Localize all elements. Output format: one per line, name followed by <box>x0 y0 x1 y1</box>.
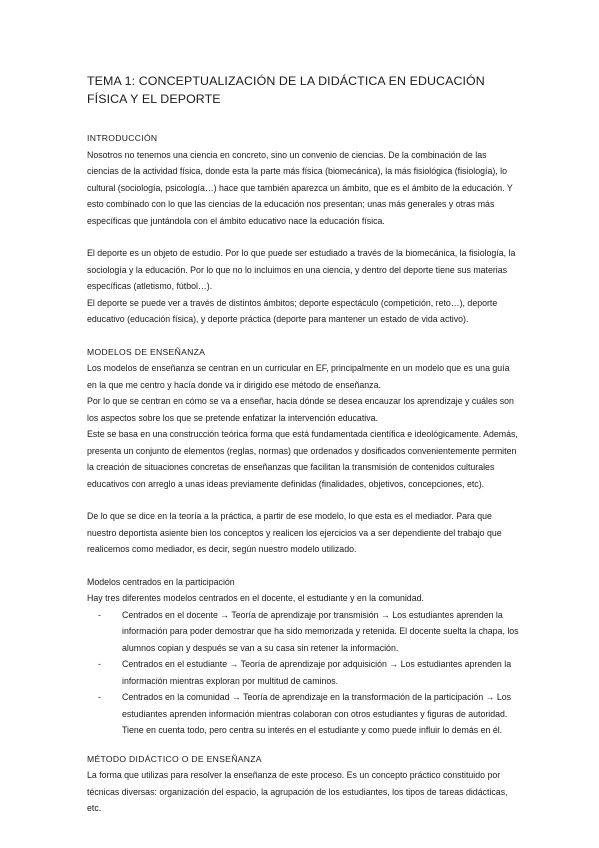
intro-paragraph-3: El deporte se puede ver a través de distintos ámbitos; deporte espectáculo (competición, reto…), deporte educativo (educación física), y deporte práctica (deporte para mantener un estado de vida activo). <box>87 297 498 324</box>
models-paragraph-1: Los modelos de enseñanza se centran en un curricular en EF, principalmente en un modelo que es una guía en la que me centro y hacía donde va ir dirigido ese método de enseñanza. <box>87 363 510 390</box>
participation-intro: Hay tres diferentes modelos centrados en el docente, el estudiante y en la comunidad. <box>87 593 424 603</box>
subsection-heading-participation: Modelos centrados en la participación <box>87 576 235 587</box>
section-heading-method: MÉTODO DIDÁCTICO O DE ENSEÑANZA <box>87 753 262 764</box>
list-item-teacher-centered: - Centrados en el docente → Teoría de aprendizaje por transmisión → Los estudiantes aprenden la información para poder demostrar que ha sido memorizada y retenida. El docente suelta la chapa, los alumnos copian y después se van a su casa sin retener la información. <box>122 607 519 657</box>
method-paragraph: La forma que utilizas para resolver la enseñanza de este proceso. Es un concepto práctico constituido por técnicas diversas: organización del espacio, la agrupación de los estudiantes, los tipos de tareas didácticas, etc. <box>87 770 508 813</box>
list-item-student-centered: - Centrados en el estudiante → Teoría de aprendizaje por adquisición → Los estudiantes aprenden la información mientras exploran por multitud de caminos. <box>122 656 519 689</box>
intro-paragraph-1: Nosotros no tenemos una ciencia en concreto, sino un convenio de ciencias. De la combinación de las ciencias de la actividad física, donde esta la parte más física (biomecánica), la más fisiológica (fisiología), lo cultural (sociología, psicología…) hace que también aparezca un ámbito, que es el ámbito de la educación. Y esto combinado con lo que las ciencias de la educación nos presentan; unas más generales y otras más específicas que juntándola con el ámbito educativo nace la educación física. <box>87 149 513 226</box>
list-item-community-centered: - Centrados en la comunidad → Teoría de aprendizaje en la transformación de la participación → Los estudiantes aprenden información mientras colaboran con otros estudiantes y figuras de autoridad. Tiene en cuenta todo, pero centra su interés en el estudiante y como puede influir lo demás en él. <box>122 689 519 739</box>
intro-paragraph-2: El deporte es un objeto de estudio. Por lo que puede ser estudiado a través de la biomecánica, la fisiología, la sociología y la educación. Por lo que no lo incluimos en una ciencia, y dentro del deporte tiene sus materias específicas (atletismo, fútbol…). <box>87 248 516 291</box>
models-paragraph-4: De lo que se dice en la teoría a la práctica, a partir de ese modelo, lo que esta es el mediador. Para que nuestro deportista asiente bien los conceptos y realicen los ejercicios va a ser dependiente del trabajo que realicemos como mediador, es decir, según nuestro modelo utilizado. <box>87 511 502 554</box>
document-title: TEMA 1: CONCEPTUALIZACIÓN DE LA DIDÁCTICA EN EDUCACIÓN FÍSICA Y EL DEPORTE <box>87 74 485 106</box>
models-paragraph-3: Este se basa en una construcción teórica forma que está fundamentada científica e ideológicamente. Además, presenta un conjunto de elementos (reglas, normas) que ordenados y dosificados convenientemente permiten la creación de situaciones concretas de enseñanzas que facilitan la transmisión de contenidos culturales educativos con arreglo a unas ideas previamente definidas (finalidades, objetivos, concepciones, etc). <box>87 429 518 489</box>
models-paragraph-2: Por lo que se centran en cómo se va a enseñar, hacia dónde se desea encauzar los aprendizaje y cuáles son los aspectos sobre los que se pretende enfatizar la intervención educativa. <box>87 396 514 423</box>
section-heading-models: MODELOS DE ENSEÑANZA <box>87 346 206 357</box>
section-heading-introduction: INTRODUCCIÓN <box>87 133 158 143</box>
participation-list <box>87 607 519 739</box>
